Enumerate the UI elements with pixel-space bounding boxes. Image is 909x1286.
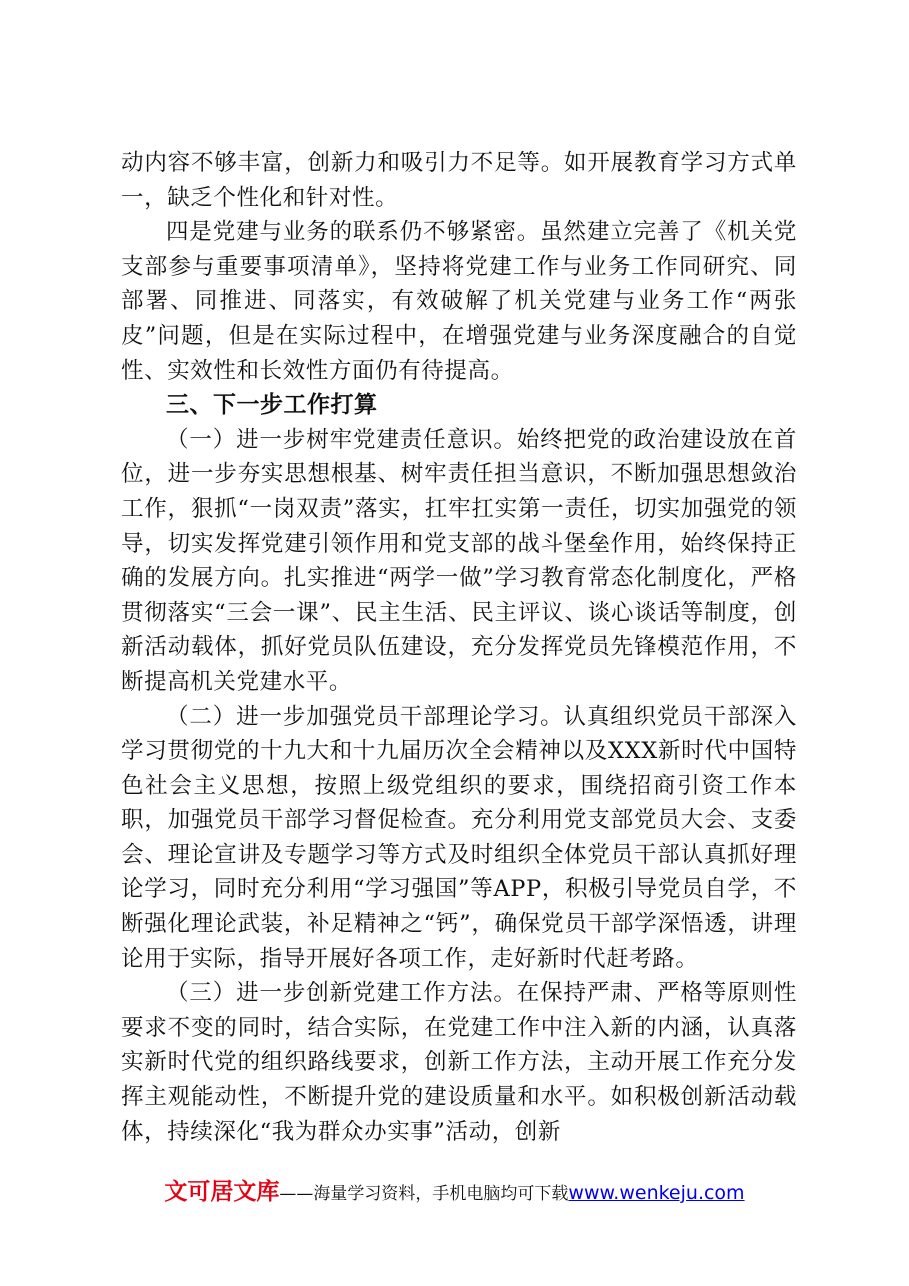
footer-banner [0,1173,909,1206]
document-body [121,146,797,1149]
section-heading-next-steps: 三、下一步工作打算 [166,392,378,419]
paragraph-point-four: 四是党建与业务的联系仍不够紧密。虽然建立完善了《机关党支部参与重要事项清单》，坚持将党建工作与业务工作同研究、同部署、同推进、同落实，有效破解了机关党建与业务工作“两张皮”问题，但是在实际过程中，在增强党建与业务深度融合的自觉性、实效性和长效性方面仍有待提高。 [121,219,797,384]
footer-brand: 文可居文库 [164,1179,280,1205]
paragraph-item-two: （二）进一步加强党员干部理论学习。认真组织党员干部深入学习贯彻党的十九大和十九届历次全会精神以及XXX新时代中国特色社会主义思想，按照上级党组织的要求，围绕招商引资工作本职，加强党员干部学习督促检查。充分利用党支部党员大会、支委会、理论宣讲及专题学习等方式及时组织全体党员干部认真抓好理论学习，同时充分利用“学习强国”等APP，积极引导党员自学，不断强化理论武装，补足精神之“钙”，确保党员干部学深悟透，讲理论用于实际，指导开展好各项工作，走好新时代赶考路。 [121,703,797,972]
footer-tagline: ——海量学习资料，手机电脑均可下载 [279,1184,569,1204]
paragraph-item-three: （三）进一步创新党建工作方法。在保持严肃、严格等原则性要求不变的同时，结合实际，在党建工作中注入新的内涵，认真落实新时代党的组织路线要求，创新工作方法，主动开展工作充分发挥主观能动性，不断提升党的建设质量和水平。如积极创新活动载体，持续深化“我为群众办实事”活动，创新 [121,980,797,1145]
paragraph-item-one: （一）进一步树牢党建责任意识。始终把党的政治建设放在首位，进一步夯实思想根基、树牢责任担当意识，不断加强思想敛治工作，狠抓“一岗双责”落实，扛牢扛实第一责任，切实加强党的领导，切实发挥党建引领作用和党支部的战斗堡垒作用，始终保持正确的发展方向。扎实推进“两学一做”学习教育常态化制度化，严格贯彻落实“三会一课”、民主生活、民主评议、谈心谈话等制度，创新活动载体，抓好党员队伍建设，充分发挥党员先锋模范作用，不断提高机关党建水平。 [121,426,797,695]
paragraph-continuation: 动内容不够丰富，创新力和吸引力不足等。如开展教育学习方式单一，缺乏个性化和针对性。 [121,150,797,211]
footer-link[interactable]: www.wenkeju.com [568,1182,745,1204]
